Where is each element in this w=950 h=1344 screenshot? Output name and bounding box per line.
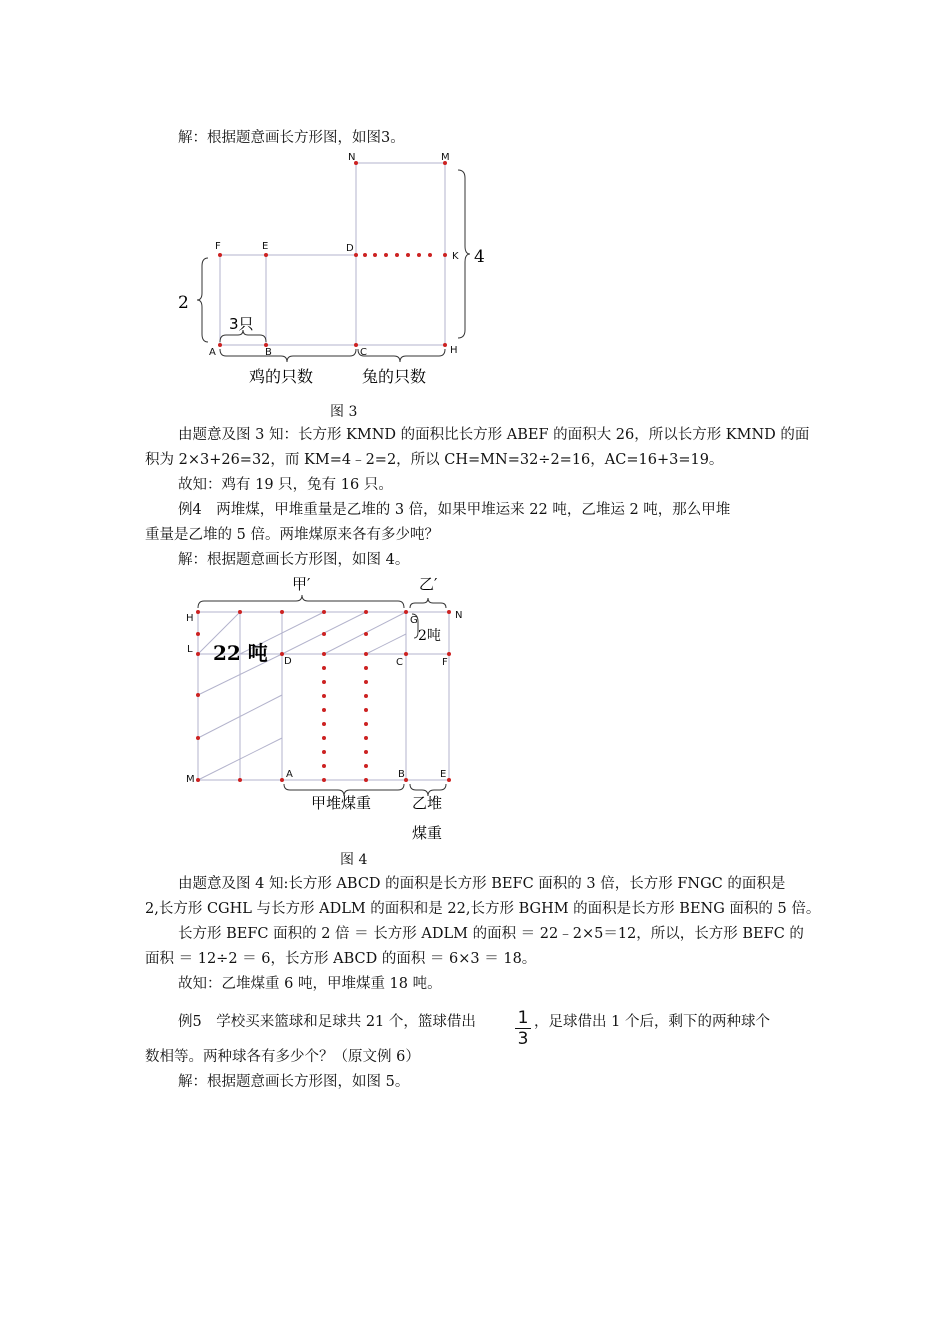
point-m: M [441, 152, 450, 163]
label-jia-weight: 甲堆煤重 [311, 794, 372, 812]
brace-bottom-chick [220, 349, 356, 362]
fraction-one-third [514, 1008, 532, 1049]
paragraph-example-5-1a: 例5 学校买来篮球和足球共 21 个，篮球借出 [178, 1014, 476, 1030]
point-h4: H [186, 613, 194, 624]
caption-figure-4: 图 4 [340, 852, 368, 868]
label-yi-weight-2: 煤重 [412, 824, 443, 842]
point-e4: E [440, 769, 447, 780]
point-m4: M [186, 774, 195, 785]
point-c: C [360, 347, 367, 358]
point-n: N [348, 152, 356, 163]
label-jia-prime: 甲′ [292, 575, 311, 593]
brace-right-4 [458, 170, 470, 338]
paragraph-fig3-analysis-1: 由题意及图 3 知：长方形 KMND 的面积比长方形 ABEF 的面积大 26，所以长方形 KMND 的面 [178, 427, 810, 443]
point-b: B [265, 347, 272, 358]
point-d: D [346, 243, 354, 254]
point-h: H [450, 345, 458, 356]
label-two: 2 [178, 293, 189, 313]
label-22-tons: 22 吨 [213, 641, 268, 665]
paragraph-example-5-1b: ，足球借出 1 个后，剩下的两种球个 [534, 1014, 770, 1030]
rect-bcde [266, 255, 356, 345]
point-f4: F [442, 657, 448, 668]
point-k: K [452, 251, 459, 262]
label-yi-prime: 乙′ [419, 575, 438, 593]
point-d4: D [284, 656, 292, 667]
point-a: A [209, 347, 216, 358]
paragraph-solution-fig3: 解：根据题意画长方形图，如图3。 [178, 130, 405, 146]
point-g4: G [410, 615, 418, 626]
paragraph-fig4-analysis-2: 2,长方形 CGHL 与长方形 ADLM 的面积和是 22,长方形 BGHM 的面积是长方形 BENG 面积的 5 倍。 [145, 901, 821, 917]
point-f: F [215, 241, 221, 252]
paragraph-solution-fig4: 解：根据题意画长方形图，如图 4。 [178, 552, 410, 568]
label-rabbit-count: 兔的只数 [362, 367, 427, 386]
paragraph-fig4-analysis-4: 面积 ＝ 12÷2 ＝ 6，长方形 ABCD 的面积 ＝ 6×3 ＝ 18。 [145, 951, 537, 967]
paragraph-fig3-analysis-2: 积为 2×3+26=32，而 KM=4﹣2=2，所以 CH=MN=32÷2=16，AC=16+3=19。 [145, 452, 724, 468]
point-c4: C [396, 657, 403, 668]
brace-yi-prime [410, 598, 446, 608]
label-three-only: 3只 [229, 315, 254, 333]
brace-jia-prime [198, 595, 404, 608]
paragraph-fig4-analysis-1: 由题意及图 4 知:长方形 ABCD 的面积是长方形 BEFC 面积的 3 倍，长方形 FNGC 的面积是 [178, 876, 786, 892]
paragraph-answer-4: 故知：乙堆煤重 6 吨，甲堆煤重 18 吨。 [178, 976, 442, 992]
paragraph-example-5-2: 数相等。两种球各有多少个？（原文例 6） [145, 1049, 420, 1065]
paragraph-example-4-2: 重量是乙堆的 5 倍。两堆煤原来各有多少吨？ [145, 527, 439, 543]
fraction-denominator: 3 [517, 1029, 529, 1049]
paragraph-solution-fig5: 解：根据题意画长方形图，如图 5。 [178, 1074, 410, 1090]
label-chick-count: 鸡的只数 [249, 367, 314, 386]
point-n4: N [455, 610, 463, 621]
fraction-numerator: 1 [517, 1008, 529, 1028]
point-l4: L [187, 644, 193, 655]
paragraph-fig4-analysis-3: 长方形 BEFC 面积的 2 倍 ＝ 长方形 ADLM 的面积 ＝ 22﹣2×5＝12，所以，长方形 BEFC 的 [178, 926, 804, 942]
figure-3 [0, 148, 950, 418]
point-e: E [262, 241, 269, 252]
point-b4: B [398, 769, 405, 780]
point-a4: A [286, 769, 293, 780]
brace-left-2 [197, 258, 208, 342]
label-yi-weight-1: 乙堆 [412, 794, 443, 812]
caption-figure-3: 图 3 [330, 404, 358, 420]
figure-4 [0, 570, 950, 850]
label-2-tons: 2吨 [418, 628, 441, 644]
paragraph-example-4-1: 例4 两堆煤，甲堆重量是乙堆的 3 倍，如果甲堆运来 22 吨，乙堆运 2 吨，那么甲堆 [178, 502, 731, 518]
paragraph-answer-3: 故知：鸡有 19 只，兔有 16 只。 [178, 477, 393, 493]
brace-bottom-rabbit [358, 349, 445, 362]
label-four: 4 [474, 247, 485, 267]
